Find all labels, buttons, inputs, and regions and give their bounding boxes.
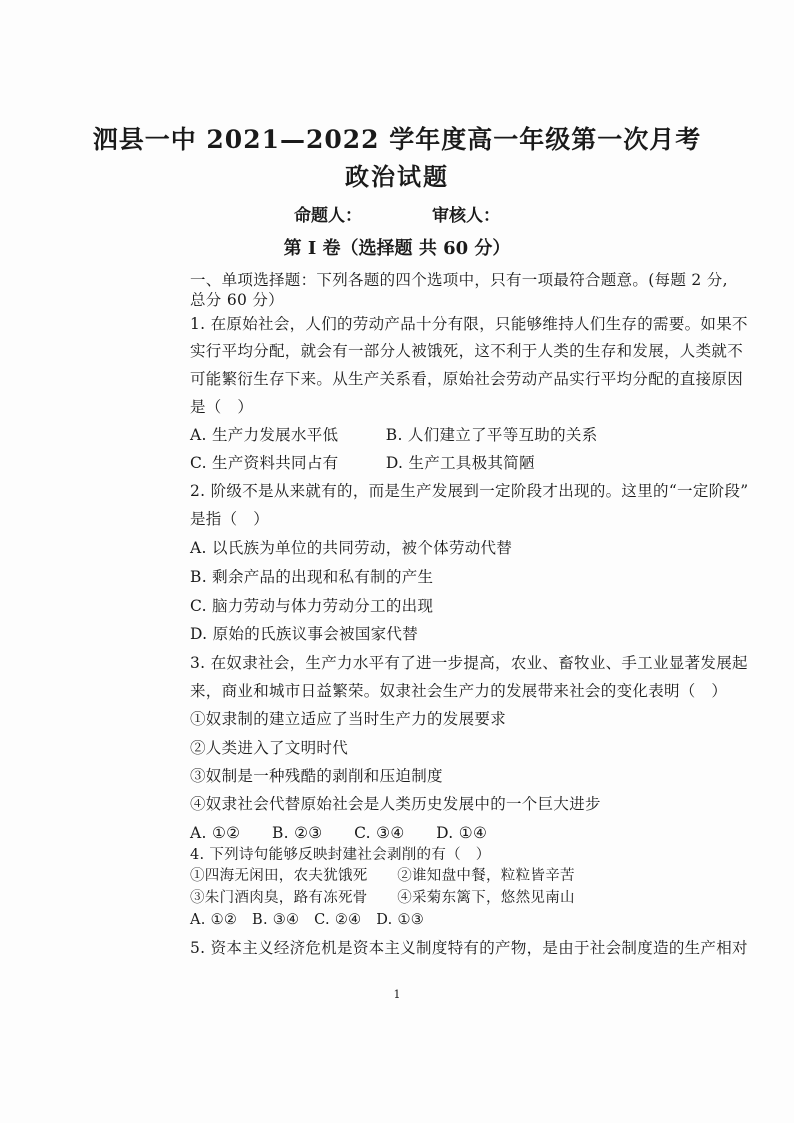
question-4-options: A. ①② B. ③④ C. ②④ D. ①③ [190,912,425,928]
credits-line [0,201,794,226]
page-number: 1 [393,988,401,1001]
question-2-line-1: 2. 阶级不是从来就有的，而是生产发展到一定阶段才出现的。这里的“一定阶段” [190,482,749,500]
question-2-option-c: C. 脑力劳动与体力劳动分工的出现 [190,597,434,615]
author-label: 命题人： [294,206,362,226]
question-4-items-34: ③朱门酒肉臭，路有冻死骨 ④采菊东篱下，悠然见南山 [190,890,575,906]
question-2-option-a: A. 以氏族为单位的共同劳动，被个体劳动代替 [190,539,513,557]
question-4-line-1: 4. 下列诗句能够反映封建社会剥削的有（ ） [190,847,491,863]
reviewer-label: 审核人： [432,206,500,226]
question-5-line-1: 5. 资本主义经济危机是资本主义制度特有的产物，是由于社会制度造的生产相对 [190,939,748,957]
instruction-line-2: 总分 60 分） [190,291,284,309]
question-1-line-1: 1. 在原始社会，人们的劳动产品十分有限，只能够维持人们生存的需要。如果不 [190,315,748,333]
exam-title: 泗县一中 2021—2022 学年度高一年级第一次月考 [92,125,702,154]
question-2-option-b: B. 剩余产品的出现和私有制的产生 [190,568,434,586]
question-1-options-cd: C. 生产资料共同占有 D. 生产工具极其简陋 [190,454,535,472]
question-3-options: A. ①② B. ②③ C. ③④ D. ①④ [190,824,488,842]
exam-subtitle: 政治试题 [345,162,449,191]
section-title: 第 I 卷（选择题 共 60 分） [283,238,511,259]
instruction-line-1: 一、单项选择题：下列各题的四个选项中，只有一项最符合题意。(每题 2 分, [190,271,728,289]
question-3-item-3: ③奴制是一种残酷的剥削和压迫制度 [190,767,443,785]
question-1-options-ab: A. 生产力发展水平低 B. 人们建立了平等互助的关系 [190,426,598,444]
question-3-item-4: ④奴隶社会代替原始社会是人类历史发展中的一个巨大进步 [190,795,601,813]
question-2-option-d: D. 原始的氏族议事会被国家代替 [190,625,419,643]
question-3-item-1: ①奴隶制的建立适应了当时生产力的发展要求 [190,710,507,728]
question-1-line-2: 实行平均分配，就会有一部分人被饿死，这不利于人类的生存和发展，人类就不 [190,342,744,360]
question-1-line-3: 可能繁衍生存下来。从生产关系看，原始社会劳动产品实行平均分配的直接原因 [190,370,744,388]
question-1-line-4: 是（ ） [190,398,254,416]
question-4-items-12: ①四海无闲田，农夫犹饿死 ②谁知盘中餐，粒粒皆辛苦 [190,868,575,884]
question-3-line-1: 3. 在奴隶社会，生产力水平有了进一步提高，农业、畜牧业、手工业显著发展起 [190,654,748,672]
question-2-line-2: 是指（ ） [190,510,270,528]
question-3-item-2: ②人类进入了文明时代 [190,739,349,757]
question-3-line-2: 来，商业和城市日益繁荣。奴隶社会生产力的发展带来社会的变化表明（ ） [190,682,728,700]
